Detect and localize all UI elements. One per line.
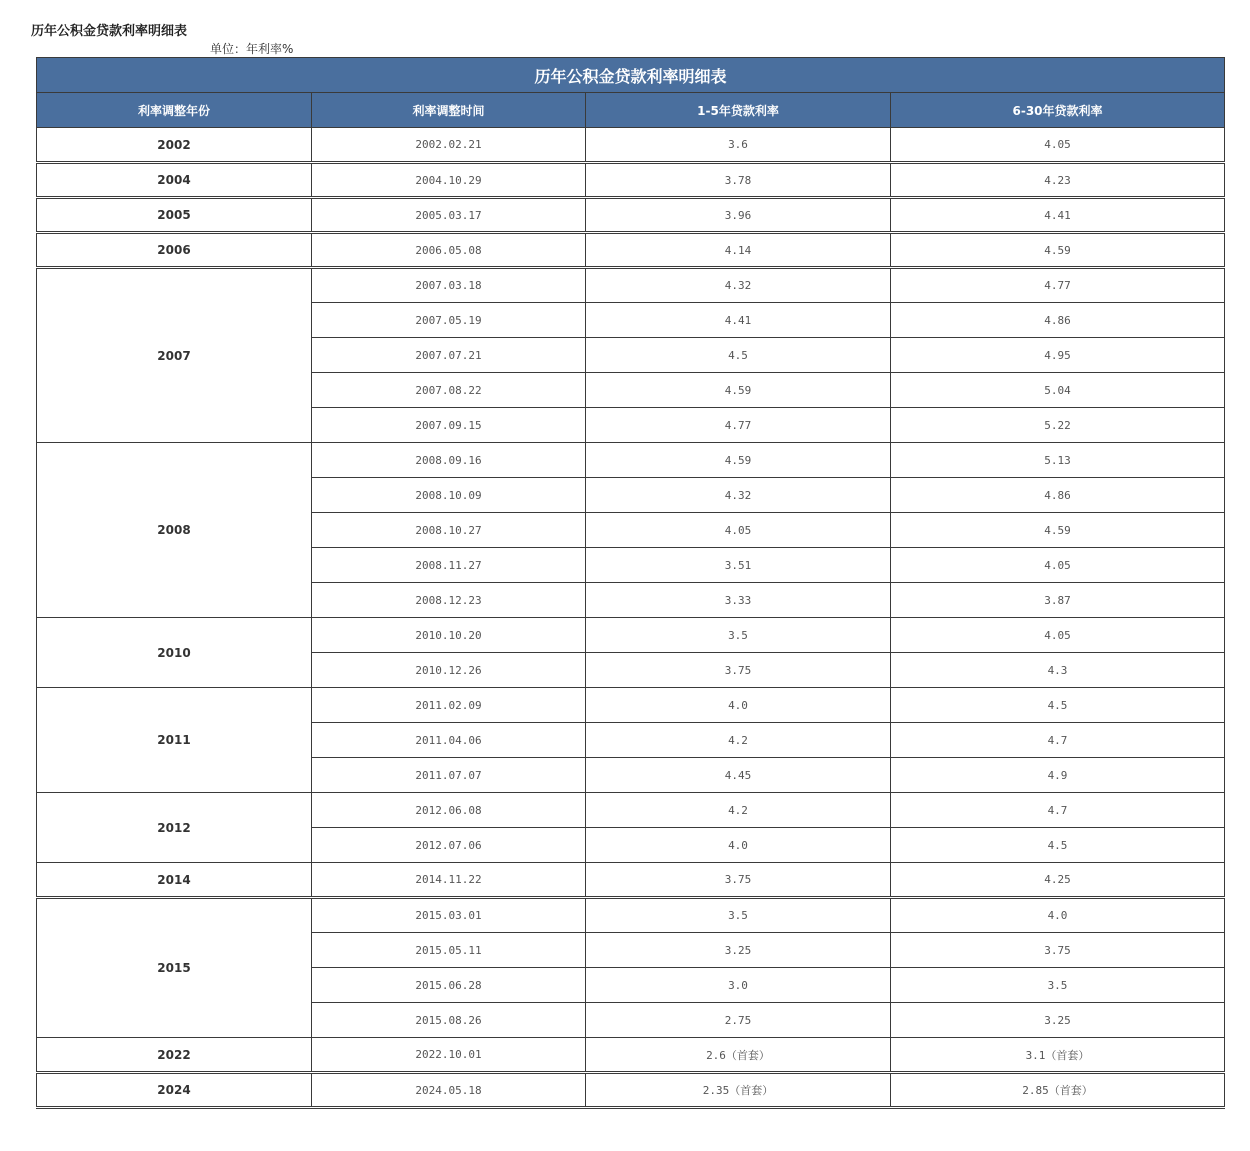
cell-rate-6-30: 4.0 — [891, 898, 1225, 933]
cell-rate-1-5: 3.0 — [586, 968, 891, 1003]
cell-year: 2014 — [37, 863, 312, 898]
table-row — [37, 1073, 1225, 1108]
cell-date: 2014.11.22 — [312, 863, 586, 898]
cell-rate-1-5: 4.0 — [586, 828, 891, 863]
cell-date: 2008.11.27 — [312, 548, 586, 583]
table-row — [37, 128, 1225, 163]
table-row — [37, 793, 1225, 828]
table-row — [37, 443, 1225, 478]
cell-rate-1-5: 2.6（首套） — [586, 1038, 891, 1073]
cell-date: 2007.03.18 — [312, 268, 586, 303]
cell-rate-6-30: 4.23 — [891, 163, 1225, 198]
cell-rate-6-30: 3.5 — [891, 968, 1225, 1003]
unit-label: 单位：年利率% — [210, 42, 294, 56]
cell-date: 2012.07.06 — [312, 828, 586, 863]
interest-rate-table — [36, 57, 1225, 1109]
cell-year: 2006 — [37, 233, 312, 268]
cell-date: 2015.06.28 — [312, 968, 586, 1003]
header-rate-6-30: 6-30年贷款利率 — [891, 93, 1225, 128]
cell-rate-6-30: 4.77 — [891, 268, 1225, 303]
table-row — [37, 863, 1225, 898]
cell-date: 2011.02.09 — [312, 688, 586, 723]
cell-rate-1-5: 4.59 — [586, 443, 891, 478]
cell-rate-1-5: 4.77 — [586, 408, 891, 443]
cell-rate-6-30: 4.9 — [891, 758, 1225, 793]
cell-year: 2010 — [37, 618, 312, 688]
cell-date: 2022.10.01 — [312, 1038, 586, 1073]
cell-rate-6-30: 3.75 — [891, 933, 1225, 968]
cell-year: 2022 — [37, 1038, 312, 1073]
cell-rate-1-5: 3.5 — [586, 618, 891, 653]
cell-rate-1-5: 3.51 — [586, 548, 891, 583]
cell-date: 2024.05.18 — [312, 1073, 586, 1108]
cell-date: 2015.08.26 — [312, 1003, 586, 1038]
table-row — [37, 268, 1225, 303]
table-body — [37, 128, 1225, 1108]
table-row — [37, 618, 1225, 653]
cell-rate-6-30: 4.7 — [891, 793, 1225, 828]
cell-date: 2011.07.07 — [312, 758, 586, 793]
cell-rate-6-30: 4.86 — [891, 303, 1225, 338]
table-row — [37, 233, 1225, 268]
table-header-row — [37, 93, 1225, 128]
cell-rate-6-30: 4.3 — [891, 653, 1225, 688]
table-row — [37, 898, 1225, 933]
cell-rate-6-30: 5.04 — [891, 373, 1225, 408]
cell-year: 2004 — [37, 163, 312, 198]
cell-rate-1-5: 4.05 — [586, 513, 891, 548]
table-row — [37, 198, 1225, 233]
cell-rate-6-30: 4.5 — [891, 828, 1225, 863]
cell-date: 2010.12.26 — [312, 653, 586, 688]
cell-date: 2007.09.15 — [312, 408, 586, 443]
cell-rate-6-30: 4.05 — [891, 618, 1225, 653]
cell-rate-6-30: 3.1（首套） — [891, 1038, 1225, 1073]
cell-date: 2004.10.29 — [312, 163, 586, 198]
cell-date: 2015.05.11 — [312, 933, 586, 968]
cell-rate-1-5: 2.75 — [586, 1003, 891, 1038]
cell-rate-1-5: 4.32 — [586, 478, 891, 513]
cell-date: 2007.07.21 — [312, 338, 586, 373]
cell-rate-6-30: 4.95 — [891, 338, 1225, 373]
cell-rate-6-30: 4.7 — [891, 723, 1225, 758]
cell-date: 2008.12.23 — [312, 583, 586, 618]
cell-date: 2007.08.22 — [312, 373, 586, 408]
cell-year: 2024 — [37, 1073, 312, 1108]
cell-date: 2011.04.06 — [312, 723, 586, 758]
header-rate-1-5: 1-5年贷款利率 — [586, 93, 891, 128]
cell-date: 2008.10.09 — [312, 478, 586, 513]
cell-rate-6-30: 2.85（首套） — [891, 1073, 1225, 1108]
cell-date: 2012.06.08 — [312, 793, 586, 828]
cell-year: 2008 — [37, 443, 312, 618]
cell-rate-1-5: 3.5 — [586, 898, 891, 933]
cell-year: 2002 — [37, 128, 312, 163]
cell-rate-1-5: 3.6 — [586, 128, 891, 163]
cell-rate-1-5: 3.33 — [586, 583, 891, 618]
table-row — [37, 163, 1225, 198]
header-adjust-year: 利率调整年份 — [37, 93, 312, 128]
table-banner-row — [37, 58, 1225, 93]
cell-rate-1-5: 3.96 — [586, 198, 891, 233]
cell-rate-1-5: 4.5 — [586, 338, 891, 373]
header-adjust-date: 利率调整时间 — [312, 93, 586, 128]
cell-rate-6-30: 4.05 — [891, 128, 1225, 163]
cell-year: 2005 — [37, 198, 312, 233]
cell-rate-1-5: 3.78 — [586, 163, 891, 198]
cell-date: 2007.05.19 — [312, 303, 586, 338]
cell-rate-6-30: 4.59 — [891, 513, 1225, 548]
cell-rate-1-5: 2.35（首套） — [586, 1073, 891, 1108]
cell-rate-1-5: 4.45 — [586, 758, 891, 793]
cell-year: 2011 — [37, 688, 312, 793]
cell-rate-1-5: 4.14 — [586, 233, 891, 268]
cell-rate-1-5: 3.25 — [586, 933, 891, 968]
cell-year: 2007 — [37, 268, 312, 443]
cell-rate-1-5: 4.59 — [586, 373, 891, 408]
cell-rate-1-5: 4.32 — [586, 268, 891, 303]
cell-rate-6-30: 5.13 — [891, 443, 1225, 478]
cell-rate-6-30: 4.5 — [891, 688, 1225, 723]
cell-rate-1-5: 4.0 — [586, 688, 891, 723]
cell-date: 2015.03.01 — [312, 898, 586, 933]
table-banner: 历年公积金贷款利率明细表 — [37, 58, 1225, 93]
cell-rate-6-30: 4.05 — [891, 548, 1225, 583]
cell-date: 2010.10.20 — [312, 618, 586, 653]
cell-date: 2002.02.21 — [312, 128, 586, 163]
cell-year: 2012 — [37, 793, 312, 863]
cell-rate-1-5: 4.2 — [586, 793, 891, 828]
table-row — [37, 688, 1225, 723]
cell-rate-6-30: 3.25 — [891, 1003, 1225, 1038]
cell-rate-6-30: 4.41 — [891, 198, 1225, 233]
cell-date: 2005.03.17 — [312, 198, 586, 233]
cell-rate-6-30: 3.87 — [891, 583, 1225, 618]
cell-year: 2015 — [37, 898, 312, 1038]
cell-rate-1-5: 3.75 — [586, 863, 891, 898]
cell-rate-1-5: 4.41 — [586, 303, 891, 338]
document-title: 历年公积金贷款利率明细表 — [31, 24, 188, 39]
cell-rate-1-5: 4.2 — [586, 723, 891, 758]
cell-rate-6-30: 4.25 — [891, 863, 1225, 898]
cell-rate-1-5: 3.75 — [586, 653, 891, 688]
table-row — [37, 1038, 1225, 1073]
cell-rate-6-30: 4.86 — [891, 478, 1225, 513]
cell-rate-6-30: 5.22 — [891, 408, 1225, 443]
cell-date: 2008.09.16 — [312, 443, 586, 478]
cell-date: 2006.05.08 — [312, 233, 586, 268]
cell-date: 2008.10.27 — [312, 513, 586, 548]
cell-rate-6-30: 4.59 — [891, 233, 1225, 268]
